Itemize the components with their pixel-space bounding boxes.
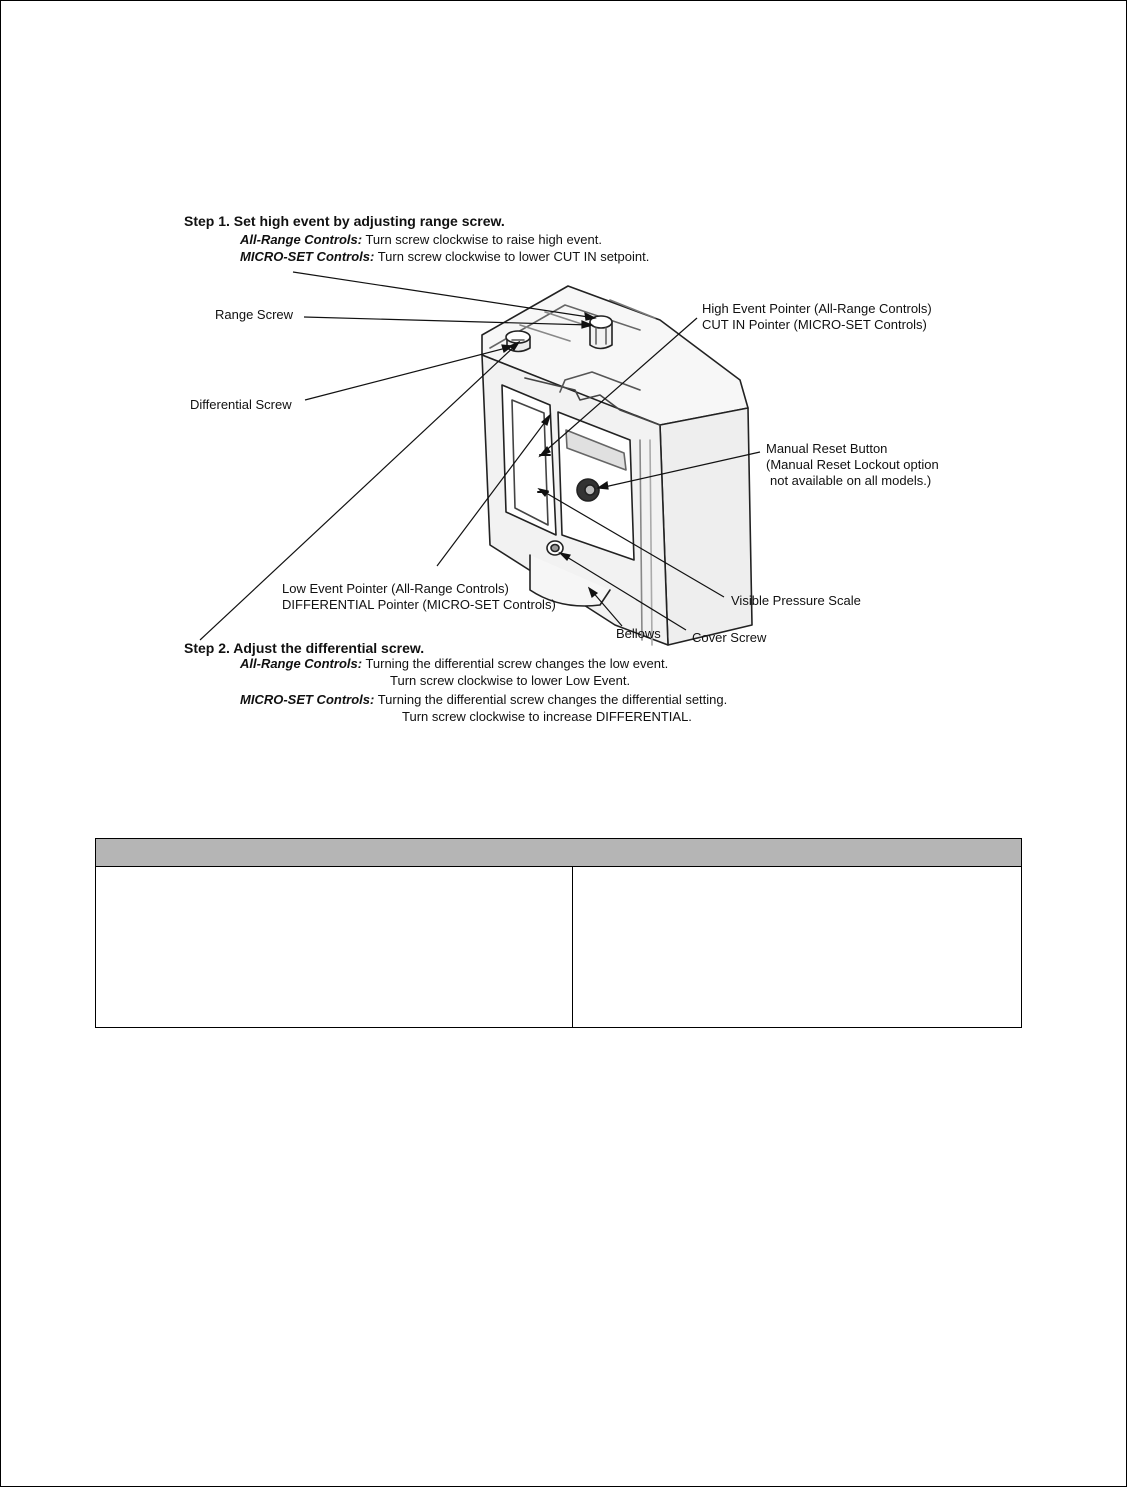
step1-all-range-text: Turn screw clockwise to raise high event. xyxy=(362,232,602,247)
step1-micro-set-text: Turn screw clockwise to lower CUT IN setpoint. xyxy=(374,249,650,264)
scale-window-left-inner xyxy=(512,400,548,525)
label-manual-reset-2: (Manual Reset Lockout option xyxy=(766,457,939,472)
step1-micro-set-lead: MICRO-SET Controls: xyxy=(240,249,375,264)
step2-micro-set-lead: MICRO-SET Controls: xyxy=(240,692,375,707)
label-manual-reset-1: Manual Reset Button xyxy=(766,441,888,456)
step2-all-range-line xyxy=(240,656,668,672)
step2-micro-set-text-1: Turning the differential screw changes the differential setting. xyxy=(374,692,728,707)
step2-micro-set-text-2: Turn screw clockwise to increase DIFFERENTIAL. xyxy=(402,709,692,724)
label-range-screw: Range Screw xyxy=(215,307,294,322)
label-high-event-pointer-1: High Event Pointer (All-Range Controls) xyxy=(702,301,932,316)
range-screw xyxy=(590,316,612,349)
label-bellows: Bellows xyxy=(616,626,661,641)
step1-all-range-lead: All-Range Controls: xyxy=(240,232,363,247)
table-cell-left xyxy=(96,867,573,1027)
step2-title: Step 2. Adjust the differential screw. xyxy=(184,640,425,656)
step2-all-range-text-1: Turning the differential screw changes the low event. xyxy=(362,656,669,671)
leader-step1 xyxy=(293,272,595,318)
step1-title: Step 1. Set high event by adjusting range screw. xyxy=(184,213,505,229)
label-differential-screw: Differential Screw xyxy=(190,397,292,412)
table-cell-right xyxy=(573,867,1021,1027)
step2-all-range-text-2: Turn screw clockwise to lower Low Event. xyxy=(390,673,631,688)
label-low-event-pointer-2: DIFFERENTIAL Pointer (MICRO-SET Controls) xyxy=(282,597,556,612)
table-header xyxy=(96,839,1021,867)
device-side-face xyxy=(660,408,752,645)
label-cover-screw: Cover Screw xyxy=(692,630,767,645)
leader-differential-screw xyxy=(305,347,510,400)
step2-micro-set-line xyxy=(240,692,727,708)
label-visible-pressure-scale: Visible Pressure Scale xyxy=(731,593,861,608)
label-manual-reset-3: not available on all models.) xyxy=(770,473,932,488)
step2-all-range-lead: All-Range Controls: xyxy=(240,656,363,671)
settings-table xyxy=(95,838,1022,1028)
label-low-event-pointer-1: Low Event Pointer (All-Range Controls) xyxy=(282,581,509,596)
label-high-event-pointer-2: CUT IN Pointer (MICRO-SET Controls) xyxy=(702,317,927,332)
